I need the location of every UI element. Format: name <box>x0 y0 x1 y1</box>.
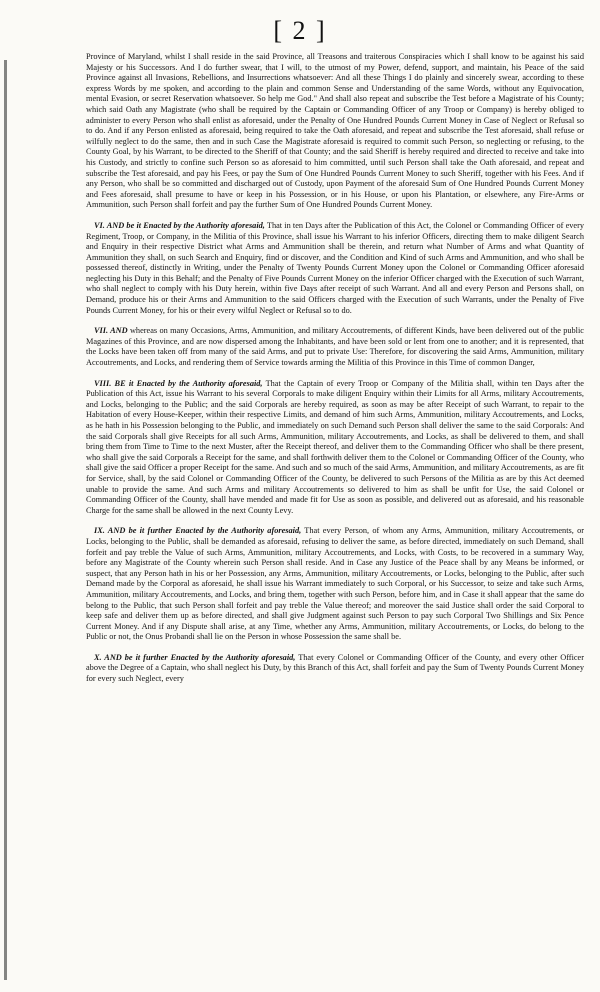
section-7 <box>86 326 584 368</box>
section-9-heading: IX. AND be it further Enacted by the Authority aforesaid, <box>94 526 302 536</box>
page-number: [ 2 ] <box>273 16 327 45</box>
section-10-heading: X. AND be it further Enacted by the Authority aforesaid, <box>94 652 296 662</box>
section-10-text: That every Colonel or Commanding Officer of the County, and every other Officer above the Degree of a Captain, who shall neglect his Duty, by this Branch of this Act, shall forfeit and pay the Sum of Twenty Pounds Current Money for every such Neglect, every <box>86 652 585 684</box>
section-7-heading: VII. AND <box>94 326 128 336</box>
oath-paragraph <box>86 52 584 211</box>
section-6-heading: VI. AND be it Enacted by the Authority aforesaid, <box>94 220 265 230</box>
section-6 <box>86 221 584 316</box>
text-column <box>86 52 584 986</box>
binding-shadow <box>4 60 7 980</box>
oath-text: Province of Maryland, whilst I shall reside in the said Province, all Treasons and traiterous Conspiracies which I shall know to be against his said Majesty or his Successors. And I do further swear, that I will, to the utmost of my Power, defend, support, and maintain, his Peace of the said Province against all Invasions, Rebellions, and Insurrections whatsoever: And all these Things I do plainly and sincerely swear, according to these express Words by me spoken, and according to the plain and common Sense and Understanding of the same Words, without any Equivocation, mental Evasion, or secret Reservation whatsoever. So help me God." And shall also repeat and subscribe the Test before a Magistrate of his County; which said Oath any Magistrate (who shall be required by the Captain or Commanding Officer of any Troop or Company) is hereby obliged to administer to every Person who shall enlist as aforesaid, under the Penalty of One Hundred Pounds Current Money in Case of Neglect or Refusal so to do. And if any Person enlisted as aforesaid, being required to take the Oath aforesaid, and repeat and subscribe the Test aforesaid, shall refuse or wilfully neglect to do the same, then and in such Case the Magistrate aforesaid is required to commit such Person, so neglecting or refusing, to the County Goal, by his Warrant, to be directed to the Sheriff of that County; and the said Sheriff is hereby required and directed to receive and take into his Custody, and strictly to confine such Person so as aforesaid to him committed, until such Person shall take the Oath aforesaid, and repeat and subscribe the Test aforesaid, and pay his Fees, or pay the Sum of One Hundred Pounds Current Money to such Sheriff, together with his Fees. And if any Person, who shall be so committed and discharged out of Custody, upon Payment of the aforesaid Sum of One Hundred Pounds Current Money and Fees aforesaid, shall presume to have or keep in his Possession, or in his House, or upon his Plantation, or elsewhere, any Fire-Arms or Ammunition, such Person shall forfeit and pay the further Sum of One Hundred Pounds Current Money. <box>86 52 584 210</box>
section-7-text: whereas on many Occasions, Arms, Ammunition, and military Accoutrements, of different Kinds, have been delivered out of the public Magazines of this Province, and are now dispersed among the Inhabitants, and have been sold or lent from one to another; and it is represented, that the Locks have been taken off from many of the said Arms, and put to private Use: Therefore, for discovering the said Arms, Ammunition, military Accoutrements, and Locks, and rendering them of Service towards arming the Militia of this Province in this Time of common Danger, <box>86 326 584 368</box>
section-10 <box>86 653 584 685</box>
section-8-heading: VIII. BE it Enacted by the Authority aforesaid, <box>94 378 263 388</box>
section-6-text: That in ten Days after the Publication of this Act, the Colonel or Commanding Officer of every Regiment, Troop, or Company, in the Militia of this Province, shall issue his Warrant to his inferior Officers, directing them to make diligent Search and Enquiry in their respective District what Arms and Ammunition shall be therein, and return what Number of Arms and what Quantity of Ammunition they shall, on such Search and Enquiry, find or discover, and the Condition and Kind of such Arms and Ammunition, and who shall be possessed thereof, distinctly in Writing, under the Penalty of Twenty Pounds Current Money upon the Colonel or Commanding Officer aforesaid neglecting his Duty in this Behalf; and the Penalty of Five Pounds Current Money on the inferior Officer charged with the Execution of such Warrant, who shall neglect to comply with his Duty herein, within five Days after receipt of such Warrant. And all and every Person and Persons shall, on Demand, produce his or their Arms and Ammunition to the said Officers charged with the Execution of such Warrants, under the Penalty of Five Pounds Current Money, for his or their every wilful Neglect or Refusal so to do. <box>86 220 584 315</box>
section-9 <box>86 526 584 643</box>
section-8 <box>86 379 584 517</box>
section-9-text: That every Person, of whom any Arms, Ammunition, military Accoutrements, or Locks, belonging to the Public, shall be demanded as aforesaid, refusing to deliver the same, as before directed, immediately on such Demand, shall forfeit and pay treble the Value of such Arms, Ammunition, military Accoutrements, and Locks, with Costs, to be recovered in a summary Way, before any Magistrate of the County wherein such Person shall reside. And in Case any Justice of the Peace shall by any Means be informed, or suspect, that any Person hath in his or her Possession, any Arms, Ammunition, military Accoutrements, or Locks, belonging to the Public, after such Demand made by the Corporal as aforesaid, he shall issue his Warrant immediately to such Corporal, or his Successor, to seize and take such Arms, Ammunition, military Accoutrements, and Locks, and bring them, together with such Person, before him, and in Case it shall appear that the same do belong to the Public, that such Person shall forfeit and pay treble the Value thereof; and moreover the said Justice shall order the said Corporal to keep safe and deliver them up as before directed, and shall give Judgment against such Person to pay such Corporal Two Shillings and Six Pence Current Money. And if any Dispute shall arise, at any Time, whether any Arms, Ammunition, military Accoutrements, or Locks, do belong to the Public or not, the Onus Probandi shall lie on the Person in whose Possession the same shall be. <box>86 526 584 642</box>
section-8-text: That the Captain of every Troop or Company of the Militia shall, within ten Days after the Publication of this Act, issue his Warrant to his several Corporals to make diligent Enquiry within their Limits for all Arms, military Accoutrements, and Locks, belonging to the Public; and the said Corporals are hereby required, as soon as may be after Receipt of such Warrant, to repair to the Habitation of every House-Keeper, within their respective Limits, and demand of him such Arms, Ammunition, military Accoutrements, and Locks, as he hath in his Possession belonging to the Public, and immediately on such Demand such Person shall deliver the same to the said Corporals: And the said Corporals shall give Receipts for all such Arms, Ammunition, military Accoutrements, and Locks, as shall be delivered to them, and shall bring them from Time to Time to the next Muster, after the Receipt thereof, and deliver them to the Commanding Officer who shall be there present, who shall give the said Corporals a Receipt for the same, and shall forthwith deliver them to the Colonel or Commanding Officer of the County, who shall give the said Officer a proper Receipt for the same. And such and so much of the said Arms, Ammunition, and military Accoutrements, as are fit for Service, shall, by the said Colonel or Commanding Officer of the County, be delivered to such Persons of the Militia as are by this Act deemed unable to provide the same. And such Arms and military Accoutrements so delivered to him as shall be unfit for Use, the said Colonel or Commanding Officer of the County, shall have mended and made fit for Use as soon as possible, and delivered out as aforesaid, and his reasonable Charge for the same shall be allowed in the next County Levy. <box>86 378 584 515</box>
